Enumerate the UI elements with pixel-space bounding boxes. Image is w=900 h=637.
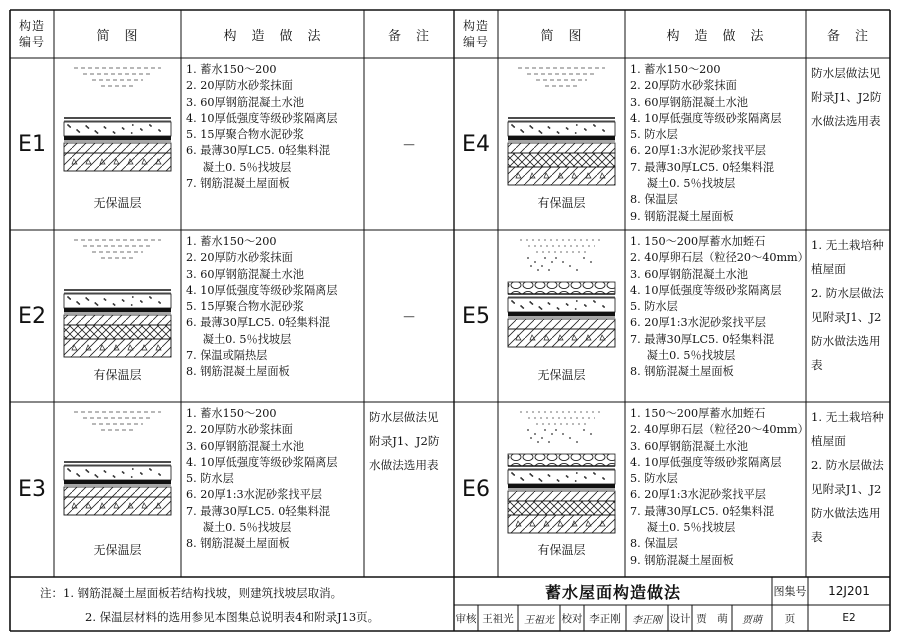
step-8: 凝土0. 5％找坡层 [630, 177, 736, 191]
section-diagram-e4 [498, 58, 625, 230]
step-7: 7. 最薄30厚LC5. 0轻集料混 [630, 332, 775, 346]
step-6: 6. 20厚1:3水泥砂浆找平层 [630, 488, 766, 502]
construction-steps-e5 [625, 230, 809, 402]
row-code-e5: E5 [462, 303, 490, 329]
step-4: 4. 10厚低强度等级砂浆隔离层 [630, 111, 782, 125]
remark-e2: — [403, 309, 415, 323]
diagram-caption-e5: 无保温层 [537, 368, 586, 382]
step-8: 凝土0. 5％找坡层 [630, 521, 736, 535]
remark-line-1: 1. 无土栽培种植屋面 [811, 238, 884, 276]
design-label: 设计 [669, 612, 691, 625]
checker-name: 李正刚 [589, 612, 621, 625]
step-3: 3. 60厚钢筋混凝土水池 [186, 95, 304, 109]
step-6: 6. 20厚1:3水泥砂浆找平层 [186, 488, 322, 502]
step-7: 7. 最薄30厚LC5. 0轻集料混 [630, 160, 775, 174]
step-4: 4. 10厚低强度等级砂浆隔离层 [630, 283, 782, 297]
step-5: 5. 防水层 [186, 472, 234, 486]
section-diagram-e5 [498, 230, 625, 402]
step-3: 3. 60厚钢筋混凝土水池 [186, 439, 304, 453]
diagram-caption-e6: 有保温层 [537, 543, 586, 557]
step-3: 3. 60厚钢筋混凝土水池 [630, 267, 748, 281]
header-code-right [454, 10, 498, 58]
header-diagram-right: 简 图 [540, 28, 583, 44]
section-diagram-e6 [498, 402, 625, 577]
step-4: 4. 10厚低强度等级砂浆隔离层 [186, 283, 338, 297]
step-8: 7. 钢筋混凝土屋面板 [186, 177, 290, 191]
step-5: 5. 15厚聚合物水泥砂浆 [186, 300, 304, 314]
header-code [10, 10, 54, 58]
step-4: 4. 10厚低强度等级砂浆隔离层 [186, 111, 338, 125]
step-1: 1. 蓄水150～200 [630, 63, 721, 76]
step-7: 7. 最薄30厚LC5. 0轻集料混 [186, 504, 331, 518]
step-7: 凝土0. 5％找坡层 [186, 160, 292, 174]
diagram-caption-e4: 有保温层 [537, 196, 586, 210]
step-9: 8. 钢筋混凝土屋面板 [186, 537, 290, 551]
step-2: 2. 20厚防水砂浆抹面 [186, 79, 293, 93]
review-label: 审核 [455, 612, 477, 625]
row-code-e1: E1 [18, 131, 46, 157]
step-9: 8. 保温层 [630, 537, 678, 551]
row-code-e4: E4 [462, 131, 490, 157]
construction-steps-e6 [625, 402, 809, 577]
step-6: 6. 最薄30厚LC5. 0轻集料混 [186, 144, 331, 158]
step-1: 1. 150～200厚蓄水加蛭石 [630, 235, 766, 248]
step-3: 3. 60厚钢筋混凝土水池 [630, 439, 748, 453]
diagram-caption-e1: 无保温层 [93, 196, 142, 210]
check-label: 校对 [561, 612, 583, 625]
section-diagram-e3 [54, 402, 181, 577]
step-2: 2. 20厚防水砂浆抹面 [186, 423, 293, 437]
step-1: 1. 蓄水150～200 [186, 235, 277, 248]
step-2: 2. 40厚卵石层（粒径20～40mm） [630, 251, 809, 265]
step-5: 5. 防水层 [630, 472, 678, 486]
step-5: 5. 15厚聚合物水泥砂浆 [186, 128, 304, 142]
header-code-right-line1: 构造 [462, 19, 489, 33]
footer-note-2: 2. 保温层材料的选用参见本图集总说明表4和附录J13页。 [85, 610, 380, 624]
step-6: 6. 20厚1:3水泥砂浆找平层 [630, 144, 766, 158]
step-9: 8. 保温层 [630, 193, 678, 207]
step-7: 凝土0. 5％找坡层 [186, 332, 292, 346]
construction-steps-e2 [181, 230, 364, 402]
remark-e1: — [403, 137, 415, 151]
diagram-caption-e2: 有保温层 [93, 368, 142, 382]
remark-e5 [806, 230, 890, 402]
header-diagram: 简 图 [96, 28, 139, 44]
step-8: 7. 保温或隔热层 [186, 349, 268, 363]
step-9: 8. 钢筋混凝土屋面板 [630, 365, 734, 379]
step-1: 1. 蓄水150～200 [186, 63, 277, 76]
header-code-right-line2: 编号 [462, 35, 489, 49]
remark-line-2: 2. 防水层做法见附录J1、J2防水做法选用表 [811, 458, 884, 544]
step-6: 6. 20厚1:3水泥砂浆找平层 [630, 316, 766, 330]
step-7: 7. 最薄30厚LC5. 0轻集料混 [630, 504, 775, 518]
header-remark: 备 注 [387, 28, 430, 44]
remark-line-2: 2. 防水层做法见附录J1、J2防水做法选用表 [811, 286, 884, 372]
remark-line-1: 防水层做法见附录J1、J2防水做法选用表 [811, 66, 882, 128]
step-2: 2. 40厚卵石层（粒径20～40mm） [630, 423, 809, 437]
remark-e6 [806, 402, 890, 577]
header-method: 构 造 做 法 [223, 28, 322, 44]
step-10: 9. 钢筋混凝土屋面板 [630, 553, 734, 567]
step-9: 8. 钢筋混凝土屋面板 [186, 365, 290, 379]
step-3: 3. 60厚钢筋混凝土水池 [186, 267, 304, 281]
step-2: 2. 20厚防水砂浆抹面 [186, 251, 293, 265]
checker-signature: 李正刚 [632, 614, 662, 626]
step-4: 4. 10厚低强度等级砂浆隔离层 [186, 455, 338, 469]
row-code-e6: E6 [462, 477, 490, 502]
header-code-line2: 编号 [18, 35, 45, 49]
construction-steps-e4 [625, 58, 806, 230]
step-4: 4. 10厚低强度等级砂浆隔离层 [630, 455, 782, 469]
reviewer-name: 王祖光 [482, 612, 514, 625]
step-1: 1. 150～200厚蓄水加蛭石 [630, 407, 766, 420]
section-diagram-e1 [54, 58, 181, 230]
footer-note-1: 注：1. 钢筋混凝土屋面板若结构找坡，则建筑找坡层取消。 [40, 586, 343, 600]
step-6: 6. 最薄30厚LC5. 0轻集料混 [186, 316, 331, 330]
header-remark-right: 备 注 [826, 28, 869, 44]
reviewer-signature: 王祖光 [524, 614, 554, 626]
diagram-caption-e3: 无保温层 [93, 543, 142, 557]
step-3: 3. 60厚钢筋混凝土水池 [630, 95, 748, 109]
designer-name: 贾 萌 [696, 612, 728, 625]
construction-steps-e1 [181, 58, 364, 230]
header-code-line1: 构造 [18, 19, 45, 33]
step-5: 5. 防水层 [630, 300, 678, 314]
header-method-right: 构 造 做 法 [666, 28, 765, 44]
step-5: 5. 防水层 [630, 128, 678, 142]
step-10: 9. 钢筋混凝土屋面板 [630, 209, 734, 223]
footer-notes [10, 577, 454, 631]
drawing-title: 蓄水屋面构造做法 [544, 582, 681, 602]
step-2: 2. 20厚防水砂浆抹面 [630, 79, 737, 93]
page-number: E2 [842, 612, 856, 624]
step-8: 凝土0. 5％找坡层 [186, 521, 292, 535]
remark-line-1: 1. 无土栽培种植屋面 [811, 410, 884, 448]
row-code-e3: E3 [18, 477, 46, 502]
designer-signature: 贾萌 [742, 614, 762, 626]
page-label: 页 [784, 612, 796, 625]
remark-e3 [364, 402, 454, 577]
remark-e4 [806, 58, 890, 230]
step-8: 凝土0. 5％找坡层 [630, 349, 736, 363]
row-code-e2: E2 [18, 303, 46, 329]
remark-line-1: 防水层做法见附录J1、J2防水做法选用表 [369, 410, 440, 472]
step-1: 1. 蓄水150～200 [186, 407, 277, 420]
atlas-number: 12J201 [828, 584, 870, 598]
atlas-label: 图集号 [773, 585, 807, 598]
construction-steps-e3 [181, 402, 364, 577]
section-diagram-e2 [54, 230, 181, 402]
